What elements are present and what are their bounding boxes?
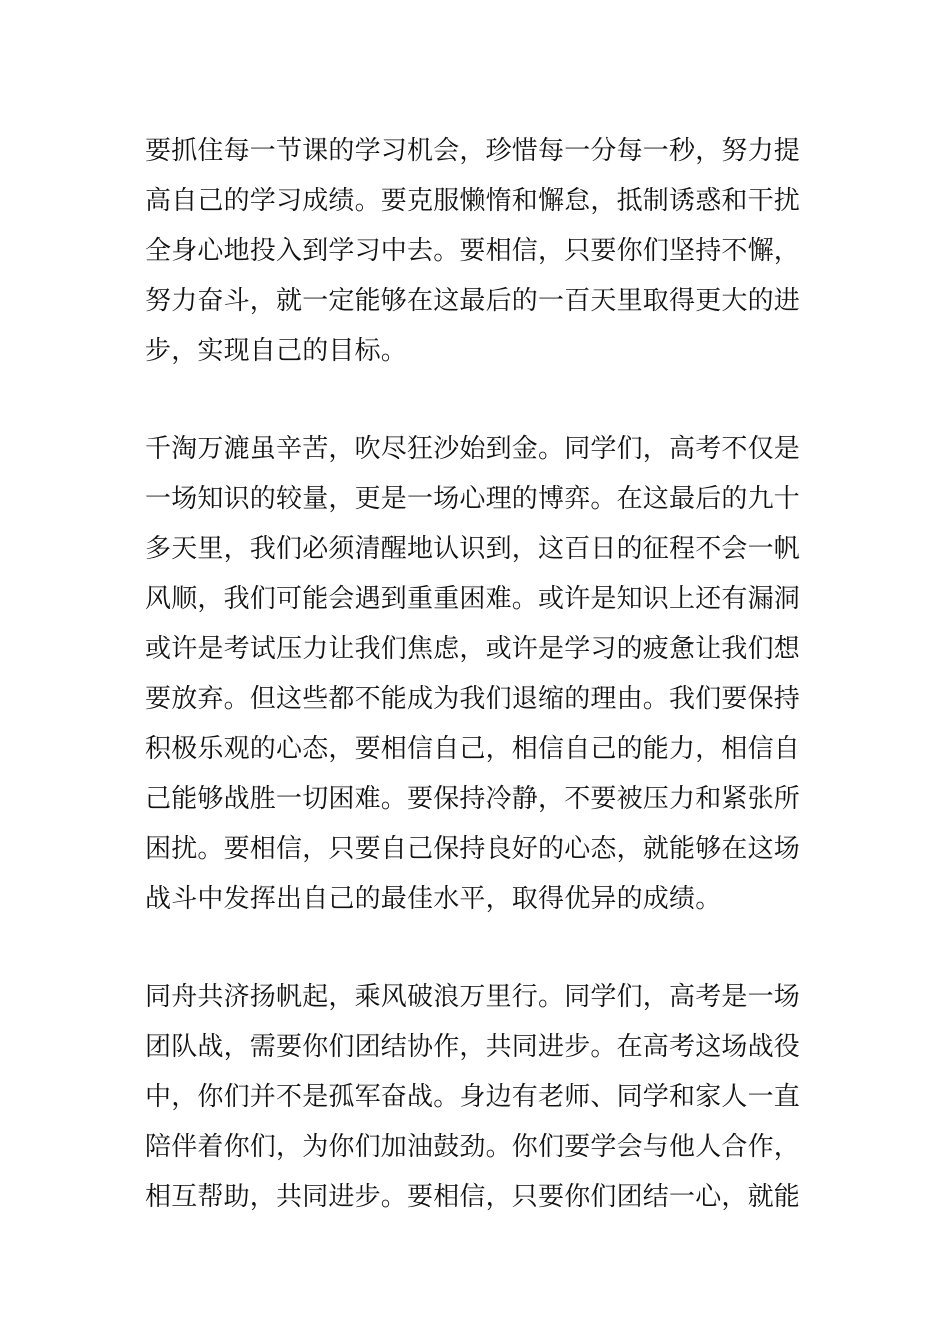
text-line: 或许是考试压力让我们焦虑，或许是学习的疲惫让我们想 bbox=[145, 634, 801, 664]
paragraph-1 bbox=[145, 126, 810, 376]
paragraph-2 bbox=[145, 424, 810, 924]
text-line: 积极乐观的心态，要相信自己，相信自己的能力，相信自 bbox=[145, 734, 801, 764]
text-line: 步，实现自己的目标。 bbox=[145, 336, 408, 366]
text-line: 中，你们并不是孤军奋战。身边有老师、同学和家人一直 bbox=[145, 1082, 801, 1112]
text-line: 战斗中发挥出自己的最佳水平，取得优异的成绩。 bbox=[145, 884, 722, 914]
text-line: 风顺，我们可能会遇到重重困难。或许是知识上还有漏洞 bbox=[145, 584, 801, 614]
text-line: 多天里，我们必须清醒地认识到，这百日的征程不会一帆 bbox=[145, 534, 801, 564]
text-line: 一场知识的较量，更是一场心理的博弈。在这最后的九十 bbox=[145, 484, 801, 514]
text-line: 要抓住每一节课的学习机会，珍惜每一分每一秒，努力提 bbox=[145, 136, 801, 166]
text-line: 要放弃。但这些都不能成为我们退缩的理由。我们要保持 bbox=[145, 684, 801, 714]
text-line: 相互帮助，共同进步。要相信，只要你们团结一心，就能 bbox=[145, 1182, 801, 1212]
text-line: 己能够战胜一切困难。要保持冷静，不要被压力和紧张所 bbox=[145, 784, 801, 814]
text-line: 同舟共济扬帆起，乘风破浪万里行。同学们，高考是一场 bbox=[145, 982, 801, 1012]
text-line: 千淘万漉虽辛苦，吹尽狂沙始到金。同学们，高考不仅是 bbox=[145, 434, 801, 464]
text-line: 高自己的学习成绩。要克服懒惰和懈怠，抵制诱惑和干扰 bbox=[145, 186, 801, 216]
text-line: 团队战，需要你们团结协作，共同进步。在高考这场战役 bbox=[145, 1032, 801, 1062]
text-line: 努力奋斗，就一定能够在这最后的一百天里取得更大的进 bbox=[145, 286, 801, 316]
text-line: 全身心地投入到学习中去。要相信，只要你们坚持不懈， bbox=[145, 236, 801, 266]
text-line: 困扰。要相信，只要自己保持良好的心态，就能够在这场 bbox=[145, 834, 801, 864]
text-line: 陪伴着你们，为你们加油鼓劲。你们要学会与他人合作， bbox=[145, 1132, 801, 1162]
paragraph-3 bbox=[145, 972, 810, 1222]
